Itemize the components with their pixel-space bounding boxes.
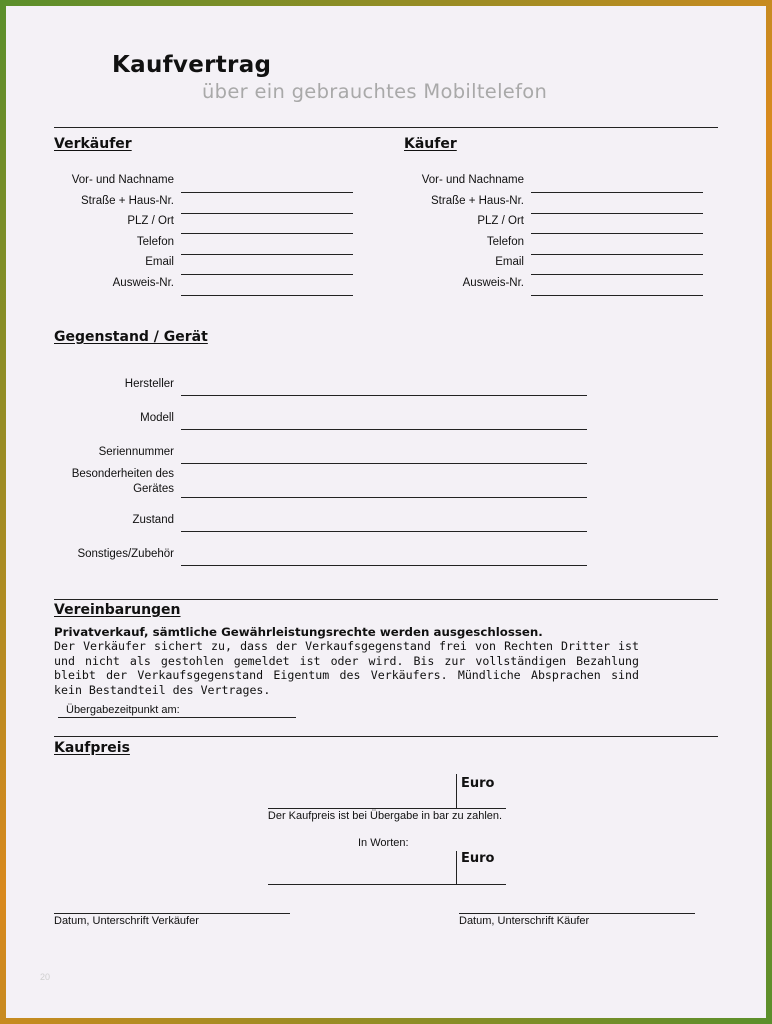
price-currency: Euro [461,776,495,791]
item-label-sonstiges-zubehoer: Sonstiges/Zubehör [77,548,174,560]
agreements-heading: Vereinbarungen [54,602,181,618]
document-title: Kaufvertrag [112,52,272,78]
seller-input-telefon[interactable] [181,254,353,255]
seller-label-telefon: Telefon [136,235,174,248]
in-words-label: In Worten: [358,837,409,849]
header-rule [54,127,718,128]
document-subtitle: über ein gebrauchtes Mobiltelefon [202,80,548,103]
seller-input-email[interactable] [181,274,353,275]
buyer-signature-line[interactable] [459,913,695,914]
seller-label-strasse-haus-nr: Straße + Haus-Nr. [81,194,174,207]
item-input-seriennummer[interactable] [181,463,587,464]
words-divider [456,851,457,885]
item-input-hersteller[interactable] [181,395,587,396]
seller-heading: Verkäufer [54,136,132,152]
buyer-input-plz-ort[interactable] [531,233,703,234]
agreements-body: Der Verkäufer sichert zu, dass der Verkaufsgegenstand frei von Rechten Dritter ist und nicht als gestohlen gemeldet ist oder wird. Bis zur vollständigen Bezahlung bleibt der Verkaufsgegenstand Eigentum des Verkäufers. Mündliche Absprachen sind kein Bestandteil des Vertrages. [54,639,639,697]
item-label-besonderheiten-des-geraetes: Besonderheiten des Gerätes [71,468,174,495]
agreements-text [54,625,639,697]
seller-input-vor-und-nachname[interactable] [181,192,353,193]
price-amount-line[interactable] [268,808,506,809]
agreements-rule [54,599,718,600]
contract-page [6,6,766,1018]
buyer-input-ausweis-nr[interactable] [531,295,703,296]
item-label-hersteller: Hersteller [124,378,174,390]
seller-signature-label: Datum, Unterschrift Verkäufer [54,915,199,927]
words-currency: Euro [461,851,495,866]
buyer-label-strasse-haus-nr: Straße + Haus-Nr. [431,194,524,207]
warranty-exclusion: Privatverkauf, sämtliche Gewährleistungsrechte werden ausgeschlossen. [54,625,543,639]
seller-input-plz-ort[interactable] [181,233,353,234]
item-input-besonderheiten-des-geraetes[interactable] [181,497,587,498]
payment-note: Der Kaufpreis ist bei Übergabe in bar zu zahlen. [267,810,503,822]
seller-signature-line[interactable] [54,913,290,914]
seller-label-plz-ort: PLZ / Ort [127,215,174,227]
buyer-label-email: Email [495,256,524,268]
handover-label: Übergabezeitpunkt am: [66,704,180,716]
seller-label-email: Email [145,256,174,268]
item-input-sonstiges-zubehoer[interactable] [181,565,587,566]
buyer-heading: Käufer [404,136,457,152]
page-number: 20 [40,972,51,982]
item-input-modell[interactable] [181,429,587,430]
buyer-label-vor-und-nachname: Vor- und Nachname [421,174,524,186]
seller-label-ausweis-nr: Ausweis-Nr. [112,276,174,289]
buyer-label-plz-ort: PLZ / Ort [477,215,524,227]
price-divider [456,774,457,808]
price-rule [54,736,718,737]
buyer-label-telefon: Telefon [486,235,524,248]
buyer-input-telefon[interactable] [531,254,703,255]
item-label-seriennummer: Seriennummer [98,446,174,458]
seller-label-vor-und-nachname: Vor- und Nachname [71,174,174,186]
price-heading: Kaufpreis [54,740,130,756]
buyer-signature-label: Datum, Unterschrift Käufer [459,915,590,927]
handover-line[interactable] [58,717,296,718]
item-input-zustand[interactable] [181,531,587,532]
seller-input-ausweis-nr[interactable] [181,295,353,296]
item-label-modell: Modell [140,412,174,424]
buyer-input-email[interactable] [531,274,703,275]
item-label-zustand: Zustand [132,514,174,526]
buyer-label-ausweis-nr: Ausweis-Nr. [462,276,524,289]
seller-input-strasse-haus-nr[interactable] [181,213,353,214]
buyer-input-vor-und-nachname[interactable] [531,192,703,193]
buyer-input-strasse-haus-nr[interactable] [531,213,703,214]
price-words-line[interactable] [268,884,506,885]
item-heading: Gegenstand / Gerät [54,329,208,345]
